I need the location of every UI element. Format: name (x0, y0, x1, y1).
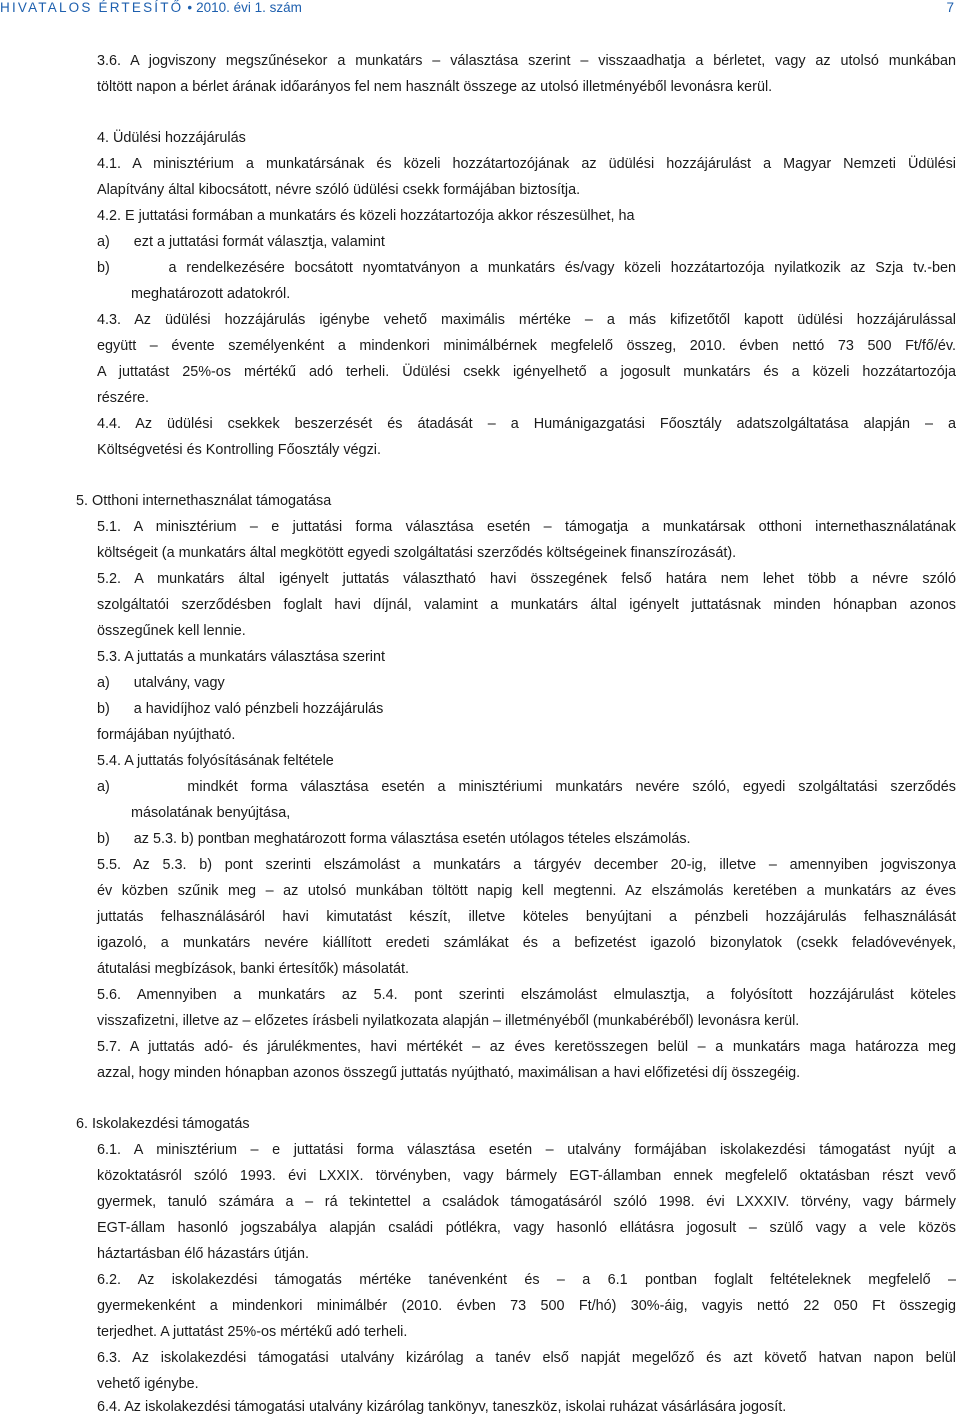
text-line: összegűnek kell lennie. (97, 623, 246, 639)
text-line: háztartásban élő házastárs útján. (97, 1246, 309, 1262)
text-line: Költségvetési és Kontrolling Főosztály végzi. (97, 442, 381, 458)
text-line: 4.4. Az üdülési csekkek beszerzését és átadását – a Humánigazgatási Főosztály adatszolgáltatása alapján – a (97, 416, 956, 432)
text-line: 5.6. Amennyiben a munkatárs az 5.4. pont szerinti elszámolást elmulasztja, a folyósított hozzájárulást köteles (97, 987, 956, 1003)
text-line: költségeit (a munkatárs által megkötött egyedi szolgáltatási szerződés költségeinek finanszírozását). (97, 545, 737, 561)
text-line: 3.6. A jogviszony megszűnésekor a munkatárs – választása szerint – visszaadhatja a bérletet, vagy az utolsó munkában (97, 53, 956, 69)
list-item: b) a havidíjhoz való pénzbeli hozzájárulás (97, 701, 384, 717)
list-item: a) utalvány, vagy (97, 675, 225, 691)
page-header (0, 0, 960, 18)
text-line: 4.3. Az üdülési hozzájárulás igénybe vehető maximális mértéke – a más kifizetőtől kapott üdülési hozzájárulással (97, 312, 956, 328)
list-item: a) ezt a juttatási formát választja, valamint (97, 234, 385, 250)
text-line: gyermekenként a mindenkori minimálbér (2010. évben 73 500 Ft/hó) 30%-áig, vagyis nettó 22 050 Ft összegig (97, 1298, 956, 1314)
list-item: b) az 5.3. b) pontban meghatározott forma választása esetén utólagos tételes elszámolás. (97, 831, 691, 847)
text-line: 6.3. Az iskolakezdési támogatási utalvány kizárólag a tanév első napját megelőző és azt követő hatvan napon belül (97, 1350, 956, 1366)
text-line: igazoló, a munkatárs nevére kiállított eredeti számlákat és a befizetést igazoló bizonylatok (csekk feladóvevények, (97, 935, 956, 951)
text-line: terjedhet. A juttatást 25%-os mértékű adó terheli. (97, 1324, 408, 1340)
bullet-separator: • (187, 0, 193, 15)
section-heading: 6. Iskolakezdési támogatás (76, 1116, 250, 1132)
text-line: töltött napon a bérlet árának időarányos fel nem használt összege az utolsó illetményéből levonásra kerül. (97, 79, 773, 95)
publication-title: HIVATALOS ÉRTESÍTŐ (0, 0, 184, 15)
text-line: 6.4. Az iskolakezdési támogatási utalvány kizárólag tankönyv, taneszköz, iskolai ruházat vásárlására jogosít. (97, 1399, 787, 1415)
section-heading: 4. Üdülési hozzájárulás (97, 130, 246, 146)
text-line: 6.2. Az iskolakezdési támogatás mértéke tanévenként és – a 6.1 pontban foglalt feltételeknek megfelelő – (97, 1272, 956, 1288)
text-line: részére. (97, 390, 149, 406)
text-line: év közben szűnik meg – az utolsó munkában töltött napig kell megtenni. Az elszámolás keretében a munkatárs az éves (97, 883, 956, 899)
text-line: vehető igénybe. (97, 1376, 199, 1392)
text-line: gyermek, tanuló számára a – rá tekintettel a családok támogatásáról szóló 1998. évi LXXXIV. törvény, vagy bármely (97, 1194, 956, 1210)
text-line: együtt – évente személyenként a mindenkori minimálbérnek megfelelő összeg, 2010. évben nettó 73 500 Ft/fő/év. (97, 338, 956, 354)
text-line: formájában nyújtható. (97, 727, 236, 743)
text-line: 4.2. E juttatási formában a munkatárs és közeli hozzátartozója akkor részesülhet, ha (97, 208, 635, 224)
text-line: EGT-állam hasonló jogszabálya alapján családi pótlékra, vagy hasonló ellátásra jogosult – szülő vagy a vele közös (97, 1220, 956, 1236)
list-item: b) a rendelkezésére bocsátott nyomtatványon a munkatárs és/vagy közeli hozzátartozója nyilatkozik az Szja tv.-ben (97, 260, 956, 276)
text-line: meghatározott adatokról. (131, 286, 291, 302)
text-line: 5.1. A minisztérium – e juttatási forma választása esetén – támogatja a munkatársak otthoni internethasználatának (97, 519, 956, 535)
text-line: 4.1. A minisztérium a munkatársának és közeli hozzátartozójának az üdülési hozzájárulást a Magyar Nemzeti Üdülési (97, 156, 956, 172)
page-number: 7 (946, 0, 954, 15)
text-line: Alapítvány által kibocsátott, névre szóló üdülési csekk formájában biztosítja. (97, 182, 581, 198)
text-line: 5.7. A juttatás adó- és járulékmentes, havi mértékét – az éves keretösszegen belül – a munkatárs maga határozza meg (97, 1039, 956, 1055)
text-line: 5.3. A juttatás a munkatárs választása szerint (97, 649, 385, 665)
issue-label: 2010. évi 1. szám (196, 0, 302, 15)
text-line: átutalási megbízások, banki értesítők) másolatát. (97, 961, 409, 977)
list-item: a) mindkét forma választása esetén a minisztériumi munkatárs nevére szóló, egyedi szolgáltatási szerződés (97, 779, 956, 795)
text-line: közoktatásról szóló 1993. évi LXXIX. törvényben, vagy bármely EGT-államban ennek megfelelő oktatásban részt vevő (97, 1168, 956, 1184)
text-line: másolatának benyújtása, (131, 805, 291, 821)
text-line: A juttatást 25%-os mértékű adó terheli. Üdülési csekk igényelhető a jogosult munkatárs és a közeli hozzátartozója (97, 364, 956, 380)
text-line: 6.1. A minisztérium – e juttatási forma választása esetén – utalvány formájában iskolakezdési támogatást nyújt a (97, 1142, 956, 1158)
section-heading: 5. Otthoni internethasználat támogatása (76, 493, 332, 509)
text-line: szolgáltatói szerződésben foglalt havi díjnál, valamint a munkatárs által igényelt juttatásnak minden hónapban azonos (97, 597, 956, 613)
text-line: visszafizetni, illetve az – előzetes írásbeli nyilatkozata alapján – illetményéből (munkabéréből) levonásra kerül. (97, 1013, 800, 1029)
text-line: 5.5. Az 5.3. b) pont szerinti elszámolást a munkatárs a tárgyév december 20-ig, illetve – amennyiben jogviszonya (97, 857, 956, 873)
text-line: azzal, hogy minden hónapban azonos összegű juttatás nyújtható, maximálisan a havi előfizetési díj összegéig. (97, 1065, 801, 1081)
text-line: juttatás felhasználásáról havi kimutatást készít, illetve köteles benyújtani a pénzbeli hozzájárulás felhasználását (97, 909, 956, 925)
text-line: 5.4. A juttatás folyósításának feltétele (97, 753, 334, 769)
publication-title-line (0, 0, 302, 15)
text-line: 5.2. A munkatárs által igényelt juttatás választható havi összegének felső határa nem lehet több a névre szóló (97, 571, 956, 587)
